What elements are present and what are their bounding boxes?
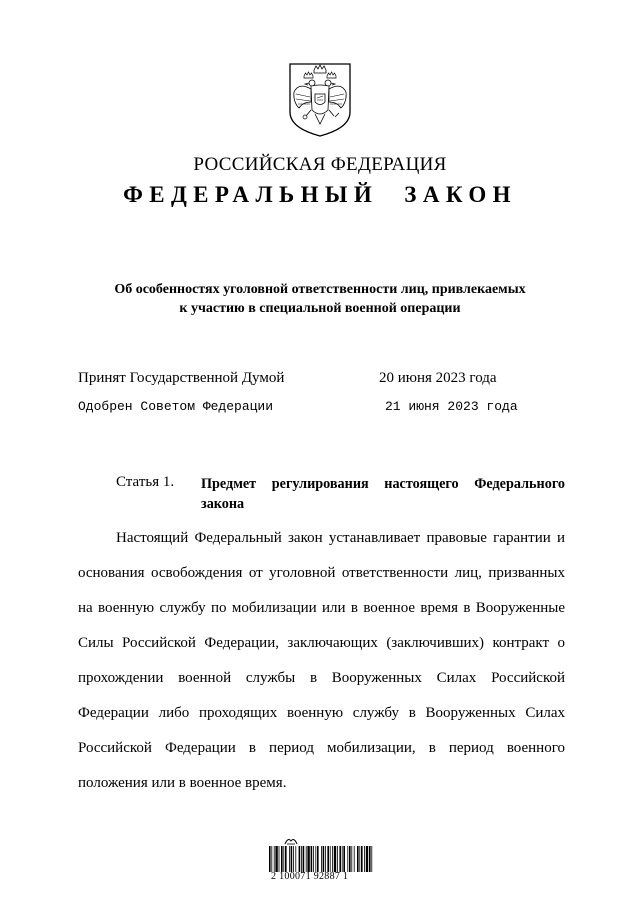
approved-date: 21 июня 2023 года (385, 399, 518, 414)
article-title-line-1: Предмет регулирования настоящего Федерального (201, 476, 565, 492)
barcode-bars (268, 846, 373, 872)
article-number: Статья 1. (116, 474, 175, 490)
barcode-number: 2 100071 92887 1 (271, 871, 349, 882)
article-title (201, 474, 565, 514)
law-title-line-1: Об особенностях уголовной ответственности лиц, привлекаемых (114, 282, 526, 297)
barcode (268, 836, 373, 886)
body-line: основания освобождения от уголовной ответственности лиц, призванных (78, 565, 565, 581)
body-line: Силы Российской Федерации, заключающих (заключивших) контракт о (78, 635, 565, 651)
article-title-line-2: закона (201, 496, 245, 512)
country-name: РОССИЙСКАЯ ФЕДЕРАЦИЯ (193, 154, 447, 175)
article-body (78, 528, 565, 808)
body-line: Настоящий Федеральный закон устанавливает правовые гарантии и (116, 530, 565, 546)
body-line: на военную службу по мобилизации или в военное время в Вооруженные (78, 600, 565, 616)
document-type: ФЕДЕРАЛЬНЫЙ ЗАКОН (123, 182, 517, 207)
body-line: прохождении военной службы в Вооруженных Силах Российской (78, 670, 565, 686)
body-line: Федерации либо проходящих военную службу в Вооруженных Силах (78, 705, 565, 721)
coat-of-arms-icon (287, 62, 353, 138)
law-title (0, 280, 640, 318)
law-title-line-2: к участию в специальной военной операции (179, 301, 461, 316)
body-line: Российской Федерации в период мобилизации, в период военного (78, 740, 565, 756)
approved-label: Одобрен Советом Федерации (78, 399, 274, 414)
adopted-label: Принят Государственной Думой (78, 370, 285, 386)
body-line: положения или в военное время. (78, 775, 287, 791)
adopted-date: 20 июня 2023 года (379, 370, 497, 386)
barcode-mark-icon (284, 836, 298, 845)
